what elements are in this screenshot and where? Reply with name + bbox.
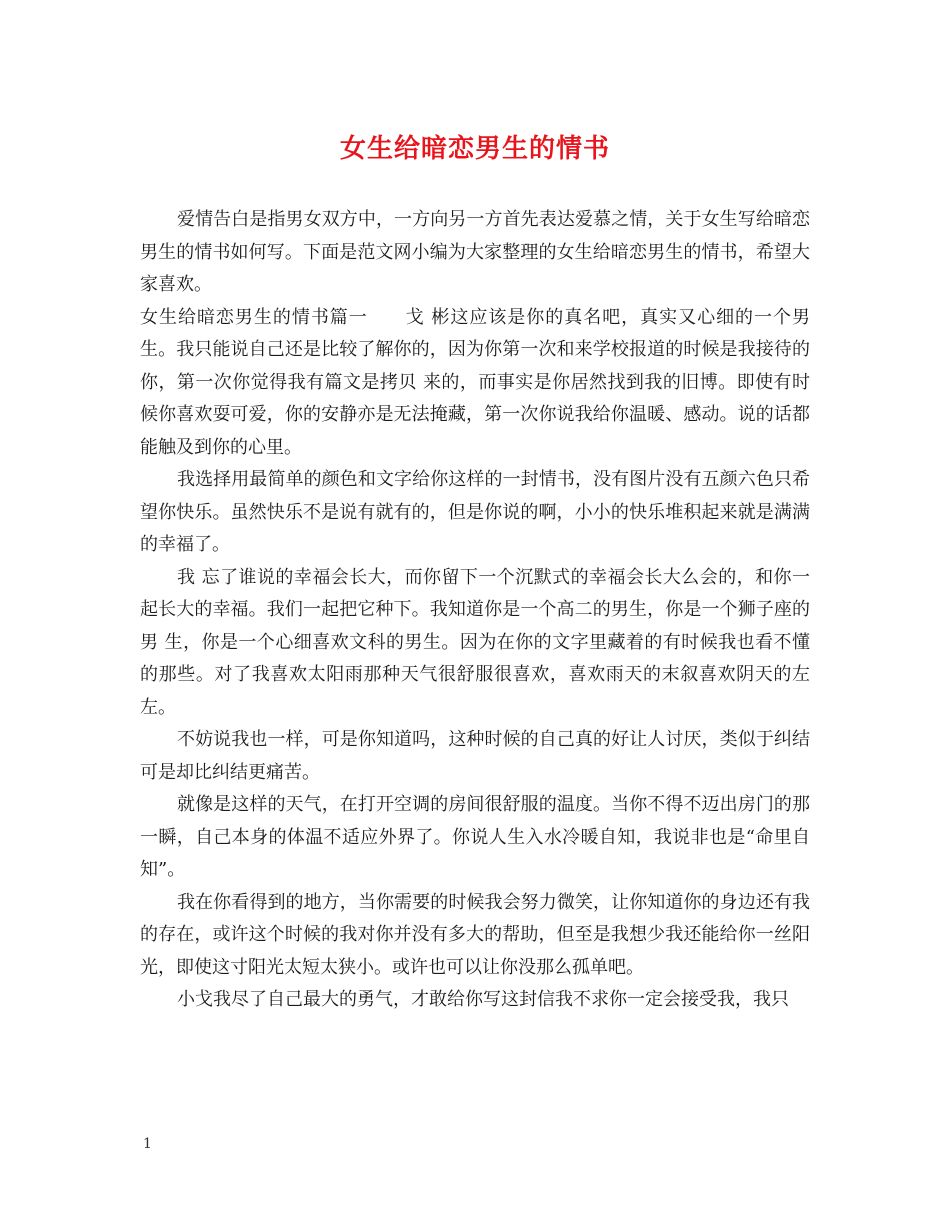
paragraph: 就像是这样的天气，在打开空调的房间很舒服的温度。当你不得不迈出房门的那一瞬，自己本身的体温不适应外界了。你说人生入水冷暖自知，我说非也是“命里自知”。: [140, 794, 810, 880]
document-body: [140, 204, 810, 1017]
document-title: 女生给暗恋男生的情书: [339, 134, 610, 164]
paragraph: 我 忘了谁说的幸福会长大，而你留下一个沉默式的幸福会长大么会的，和你一起长大的幸福。我们一起把它种下。我知道你是一个高二的男生，你是一个狮子座的男 生，你是一个心细喜欢文科的男生。因为在你的文字里藏着的有时候我也看不懂的那些。对了我喜欢太阳雨那种天气很舒服很喜欢，喜欢雨天的末叙喜欢阴天的左 左。: [140, 566, 810, 718]
paragraph: 我在你看得到的地方，当你需要的时候我会努力微笑，让你知道你的身边还有我的存在，或许这个时候的我对你并没有多大的帮助，但至是我想少我还能给你一丝阳光，即使这寸阳光太短太狭小。或许也可以让你没那么孤单吧。: [140, 891, 810, 978]
paragraph: 小戈我尽了自己最大的勇气，才敢给你写这封信我不求你一定会接受我，我只: [177, 989, 789, 1010]
paragraph-intro: 爱情告白是指男女双方中，一方向另一方首先表达爱慕之情，关于女生写给暗恋男生的情书如何写。下面是范文网小编为大家整理的女生给暗恋男生的情书，希望大家喜欢。: [140, 209, 810, 295]
paragraph: 我选择用最简单的颜色和文字给你这样的一封情书，没有图片没有五颜六色只希望你快乐。虽然快乐不是说有就有的，但是你说的啊，小小的快乐堆积起来就是满满的幸福了。: [140, 469, 810, 555]
paragraph-letter-one: 女生给暗恋男生的情书篇一 戈 彬这应该是你的真名吧，真实又心细的一个男生。我只能说自己还是比较了解你的，因为你第一次和来学校报道的时候是我接待的你，第一次你觉得我有篇文是拷贝 来的，而事实是你居然找到我的旧博。即使有时候你喜欢耍可爱，你的安静亦是无法掩藏，第一次你说我给你温暖、感动。说的话都能触及到你的心里。: [140, 306, 810, 458]
paragraph: 不妨说我也一样，可是你知道吗，这种时候的自己真的好让人讨厌，类似于纠结可是却比纠结更痛苦。: [140, 729, 810, 783]
page-number: 1: [143, 1136, 152, 1152]
